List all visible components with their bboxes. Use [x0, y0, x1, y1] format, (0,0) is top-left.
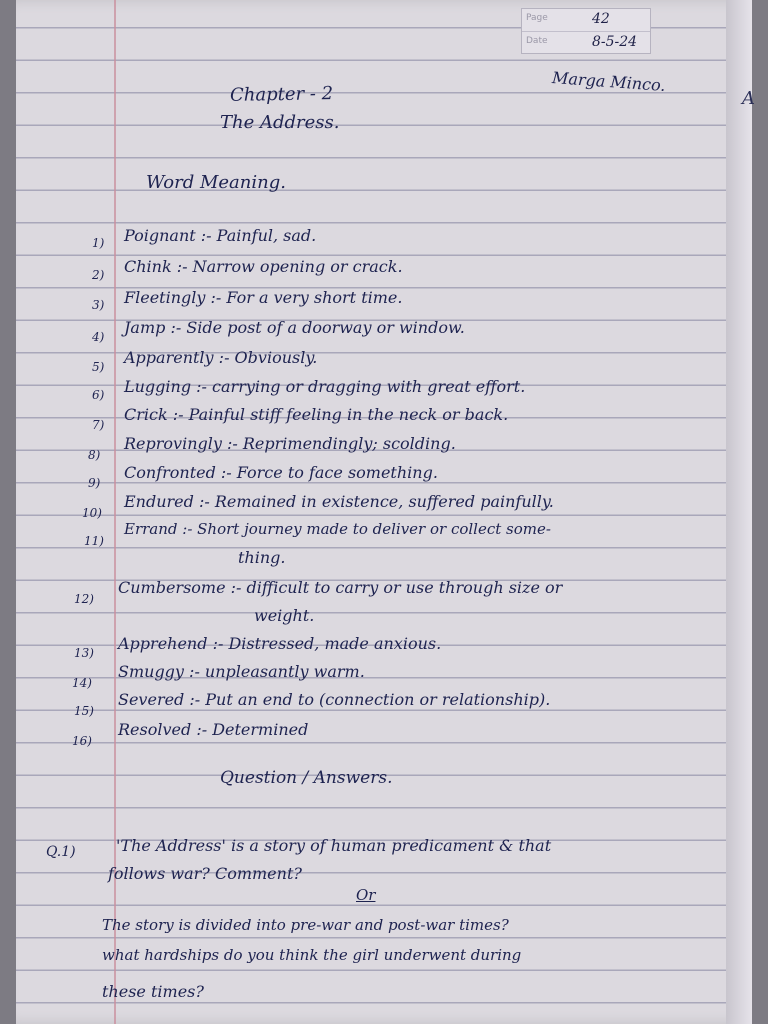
word-meaning-item: Resolved :- Determined	[118, 720, 309, 739]
word-meaning-item: Cumbersome :- difficult to carry or use through size or	[118, 578, 563, 597]
item-number: 8)	[88, 448, 101, 462]
word-meaning-continuation: weight.	[254, 606, 315, 625]
item-number: 15)	[74, 704, 94, 718]
item-number: 4)	[92, 330, 105, 344]
word-meaning-item: Fleetingly :- For a very short time.	[124, 288, 403, 307]
word-meaning-item: Apparently :- Obviously.	[124, 348, 318, 367]
question-line: these times?	[102, 982, 204, 1001]
author-name: Marga Minco.	[551, 68, 667, 95]
page-row	[522, 9, 650, 31]
question-number: Q.1)	[46, 844, 76, 860]
qa-heading: Question / Answers.	[220, 768, 393, 788]
or-separator: Or	[356, 886, 376, 904]
item-number: 12)	[74, 592, 94, 606]
word-meaning-item: Confronted :- Force to face something.	[124, 463, 438, 482]
question-line: The story is divided into pre-war and post-war times?	[102, 916, 509, 934]
story-title: The Address.	[220, 112, 340, 133]
word-meaning-item: Jamp :- Side post of a doorway or window.	[124, 318, 465, 337]
word-meaning-item: Chink :- Narrow opening or crack.	[124, 257, 403, 276]
item-number: 14)	[72, 676, 92, 690]
date-label: Date	[526, 36, 548, 46]
word-meaning-item: Smuggy :- unpleasantly warm.	[118, 662, 365, 681]
word-meaning-item: Endured :- Remained in existence, suffered painfully.	[124, 492, 554, 511]
question-line: follows war? Comment?	[108, 864, 302, 883]
word-meaning-item: Errand :- Short journey made to deliver or collect some-	[124, 520, 551, 538]
word-meaning-item: Crick :- Painful stiff feeling in the neck or back.	[124, 405, 509, 424]
chapter-heading: Chapter - 2	[229, 83, 334, 106]
question-line: 'The Address' is a story of human predicament & that	[116, 836, 552, 855]
item-number: 5)	[92, 360, 105, 374]
word-meaning-item: Lugging :- carrying or dragging with great effort.	[124, 377, 526, 396]
item-number: 1)	[92, 236, 105, 250]
item-number: 13)	[74, 646, 94, 660]
item-number: 2)	[92, 268, 105, 282]
item-number: 7)	[92, 418, 105, 432]
item-number: 11)	[84, 534, 104, 548]
next-page-edge	[726, 0, 755, 1024]
question-line: what hardships do you think the girl underwent during	[102, 946, 522, 964]
word-meaning-item: Apprehend :- Distressed, made anxious.	[118, 634, 442, 653]
date-row	[522, 31, 650, 54]
word-meaning-item: Poignant :- Painful, sad.	[124, 226, 317, 245]
word-meaning-item: Severed :- Put an end to (connection or relationship).	[118, 690, 551, 709]
item-number: 16)	[72, 734, 92, 748]
edge-mark: A	[742, 88, 755, 109]
page-number: 42	[592, 11, 610, 27]
notebook-page	[16, 0, 755, 1024]
item-number: 9)	[88, 476, 101, 490]
word-meaning-heading: Word Meaning.	[146, 172, 286, 193]
word-meaning-item: Reprovingly :- Reprimendingly; scolding.	[124, 434, 456, 453]
item-number: 6)	[92, 388, 105, 402]
item-number: 10)	[82, 506, 102, 520]
page-label: Page	[526, 13, 548, 23]
page-date-box	[521, 8, 651, 54]
item-number: 3)	[92, 298, 105, 312]
date-value: 8-5-24	[592, 34, 638, 50]
word-meaning-continuation: thing.	[238, 548, 286, 567]
